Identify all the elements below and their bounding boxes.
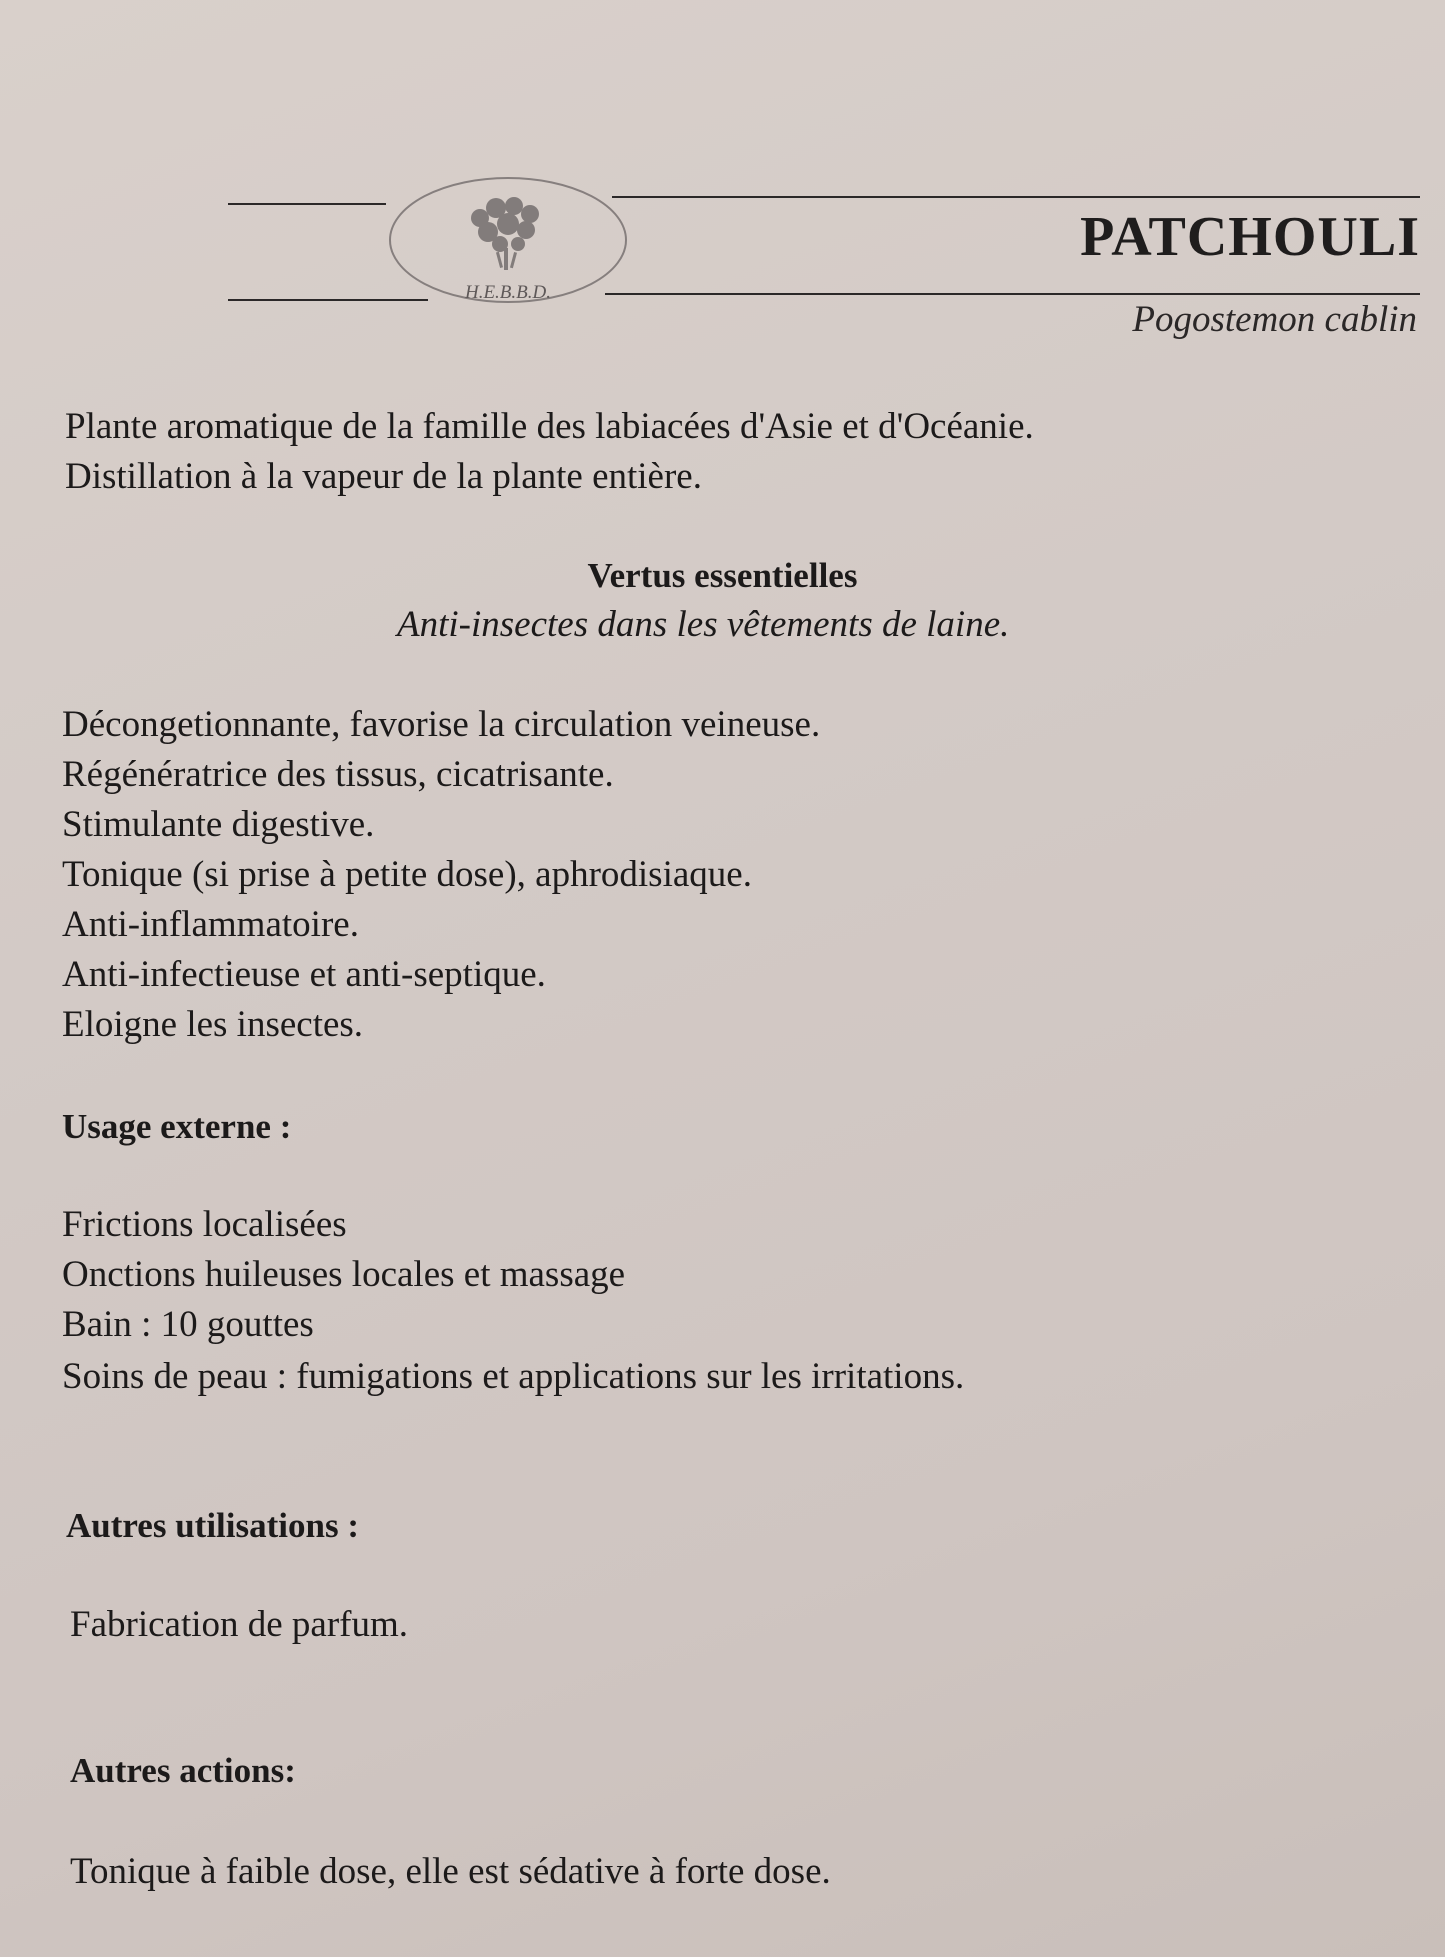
other-uses-text: Fabrication de parfum.: [70, 1604, 409, 1645]
virtue-item: Anti-infectieuse et anti-septique.: [62, 954, 546, 995]
virtue-item: Décongetionnante, favorise la circulation veineuse.: [62, 704, 821, 745]
intro-line: Plante aromatique de la famille des labiacées d'Asie et d'Océanie.: [65, 406, 1034, 447]
virtue-item: Stimulante digestive.: [62, 804, 375, 845]
header-rule-bottom-right: [605, 293, 1420, 295]
intro-line: Distillation à la vapeur de la plante entière.: [65, 456, 702, 497]
page-title: PATCHOULI: [1080, 206, 1420, 268]
header-rule-top-left: [228, 203, 386, 205]
logo-text: H.E.B.B.D.: [464, 282, 552, 303]
other-actions-text: Tonique à faible dose, elle est sédative à forte dose.: [70, 1851, 831, 1892]
external-use-item: Soins de peau : fumigations et applications sur les irritations.: [62, 1356, 965, 1397]
latin-name: Pogostemon cablin: [1132, 299, 1417, 340]
virtues-heading: Vertus essentielles: [587, 556, 858, 595]
virtue-item: Anti-inflammatoire.: [62, 904, 359, 945]
external-use-item: Frictions localisées: [62, 1204, 347, 1245]
virtue-item: Eloigne les insectes.: [62, 1004, 364, 1045]
virtue-item: Tonique (si prise à petite dose), aphrodisiaque.: [62, 854, 752, 895]
external-use-item: Onctions huileuses locales et massage: [62, 1254, 626, 1295]
external-use-item: Bain : 10 gouttes: [62, 1304, 314, 1345]
virtues-subtitle: Anti-insectes dans les vêtements de laine.: [397, 604, 1010, 645]
other-uses-heading: Autres utilisations :: [66, 1506, 359, 1545]
plant-emblem-logo: [380, 170, 630, 315]
other-actions-heading: Autres actions:: [70, 1751, 296, 1790]
external-use-heading: Usage externe :: [62, 1107, 292, 1146]
header-rule-top-right: [612, 196, 1420, 198]
virtue-item: Régénératrice des tissus, cicatrisante.: [62, 754, 614, 795]
plant-bouquet-icon: [471, 197, 539, 270]
